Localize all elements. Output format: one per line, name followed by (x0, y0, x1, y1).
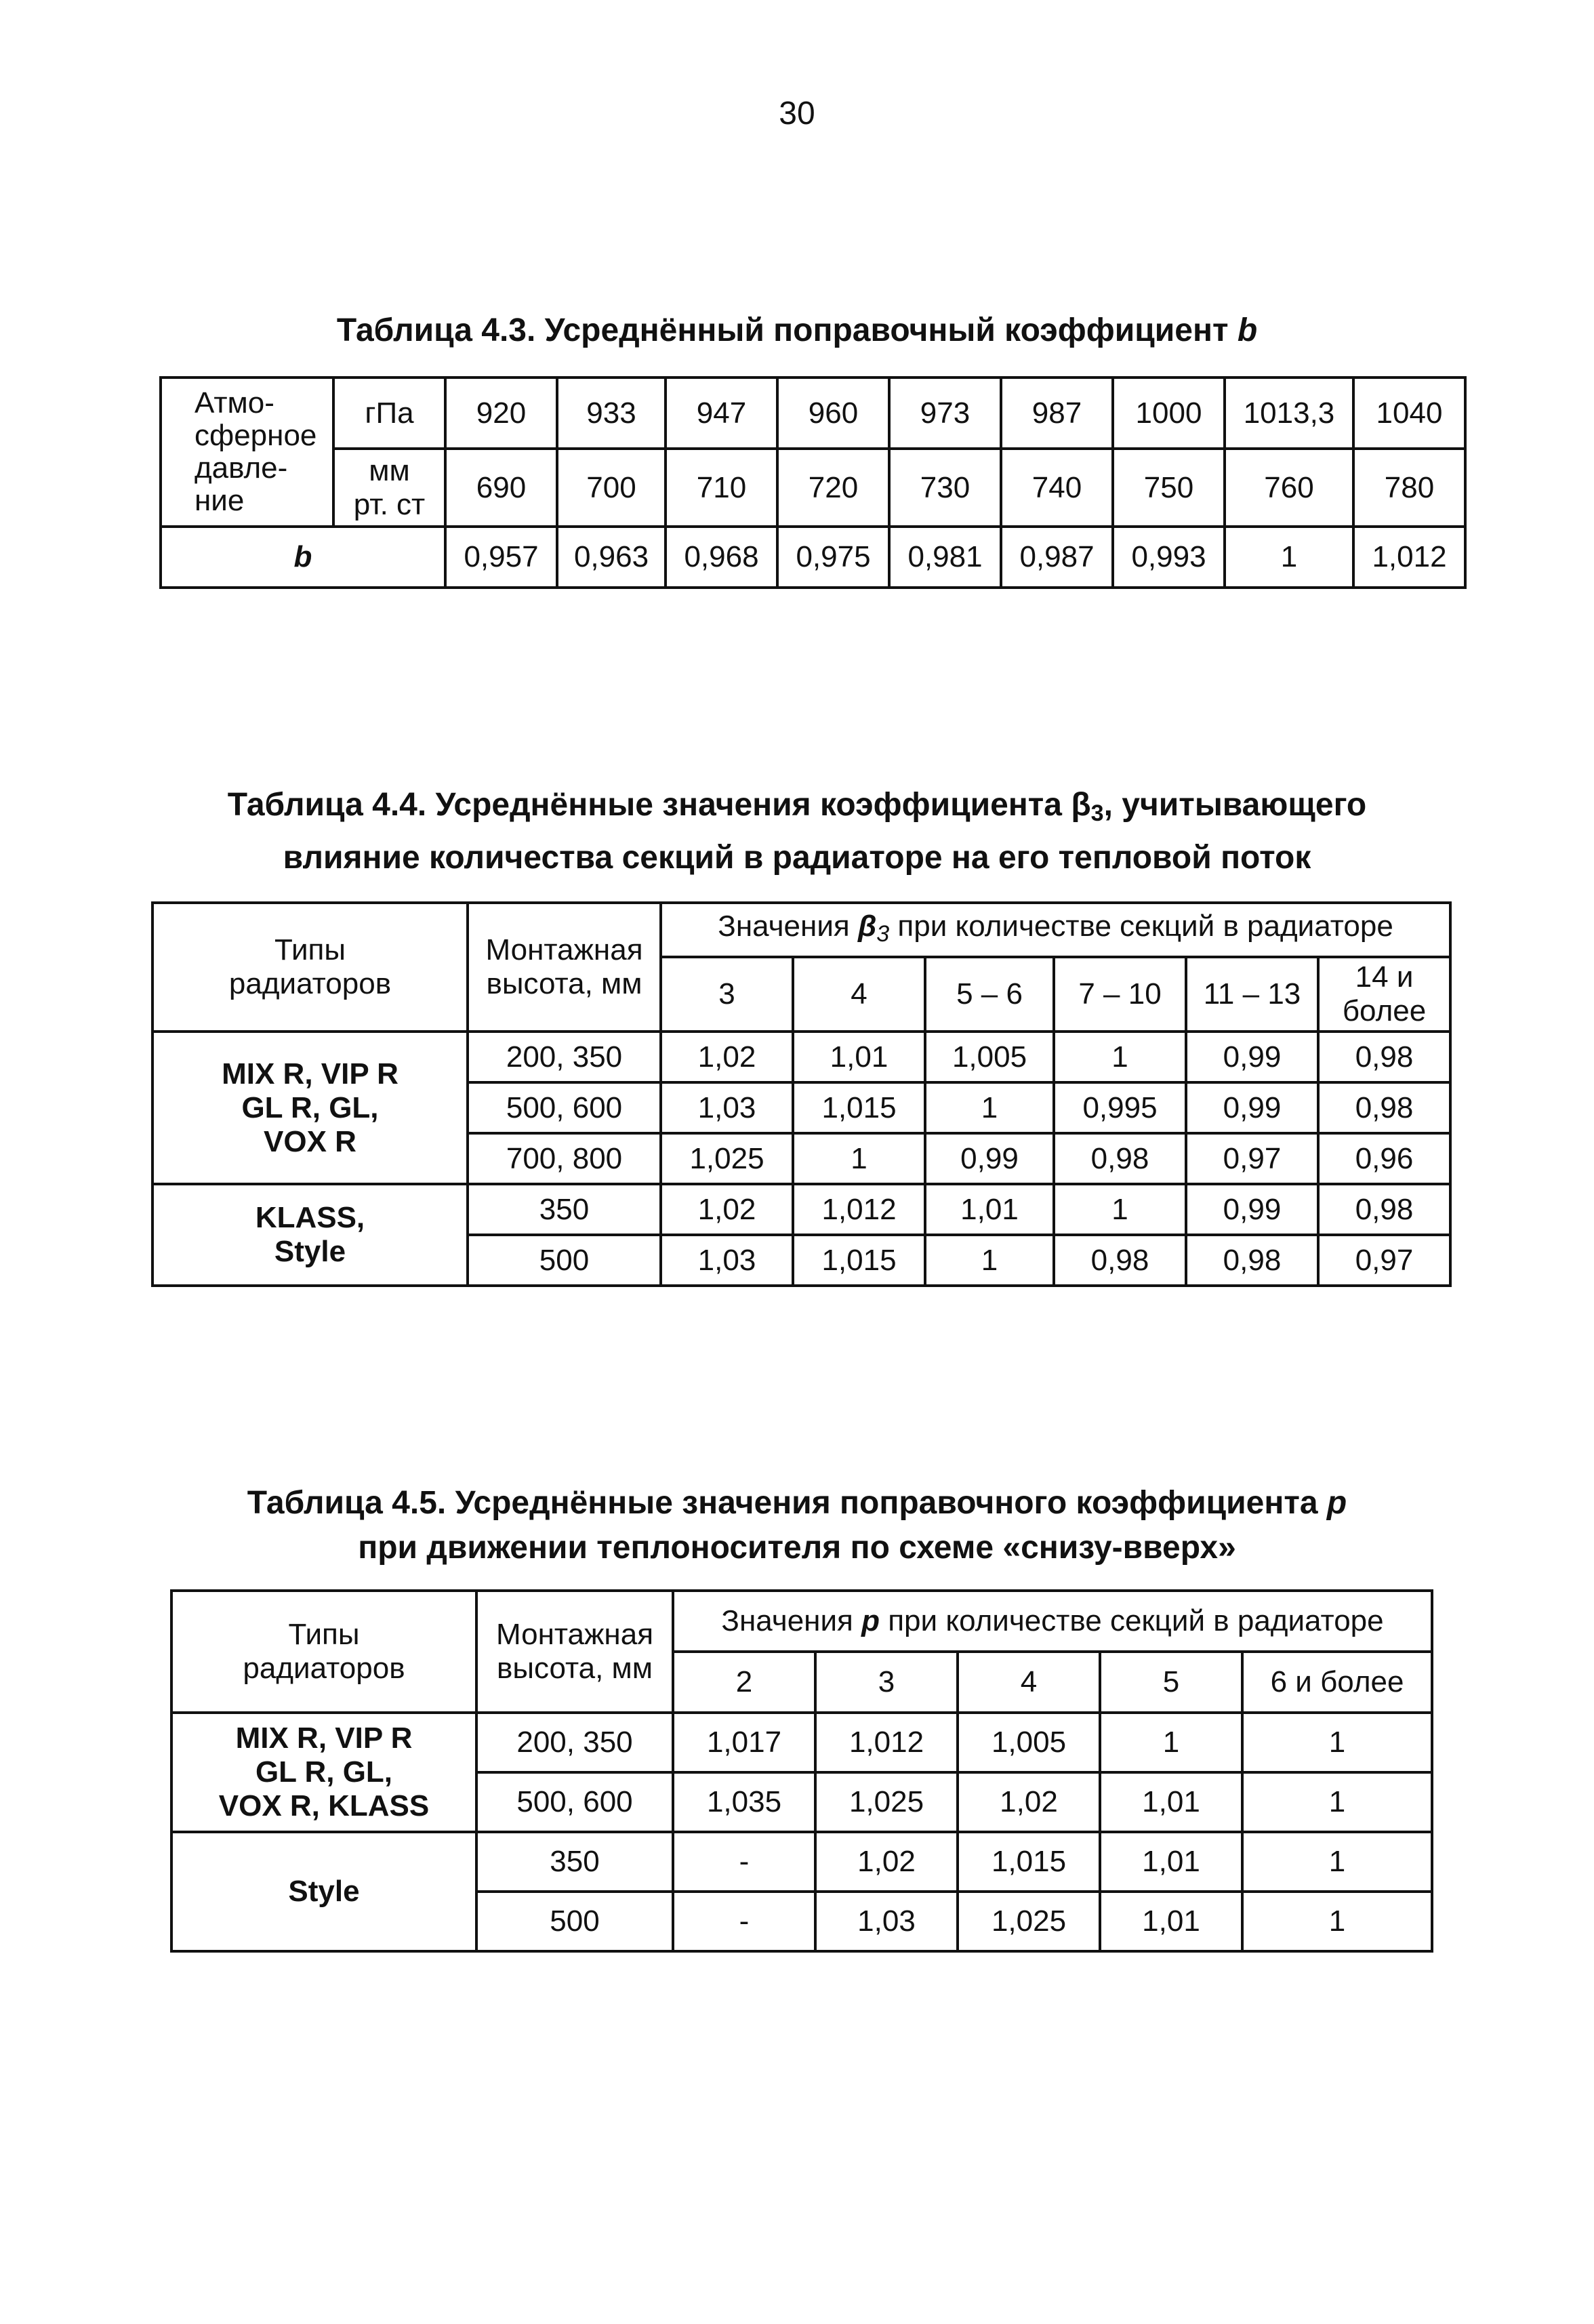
mm-cell: 720 (777, 449, 889, 527)
table-row (152, 1184, 1450, 1235)
value-cell: 1,02 (958, 1772, 1100, 1832)
value-cell: 0,99 (1186, 1082, 1318, 1133)
page-number: 30 (779, 96, 815, 131)
group-header-text-end: при количестве секций в радиаторе (889, 909, 1393, 943)
type-line: VOX R, KLASS (218, 1789, 430, 1822)
col-header-type (152, 903, 468, 1032)
b-cell: 1,012 (1353, 527, 1465, 588)
height-cell: 500, 600 (476, 1772, 673, 1832)
type-line: Style (274, 1235, 346, 1268)
header-line: Монтажная (485, 933, 643, 966)
header-line: Монтажная (495, 1618, 654, 1651)
value-cell: 1,03 (661, 1235, 793, 1286)
header-line: высота, мм (486, 967, 642, 1000)
height-cell: 500, 600 (468, 1082, 661, 1133)
b-cell: 1 (1225, 527, 1353, 588)
caption-symbol: b (1237, 312, 1258, 348)
value-cell: 1 (925, 1235, 1054, 1286)
height-cell: 500 (468, 1235, 661, 1286)
value-cell: 1 (1242, 1832, 1432, 1892)
group-header-symbol: β (857, 909, 877, 943)
b-cell: 0,975 (777, 527, 889, 588)
value-cell: 1,03 (815, 1892, 958, 1951)
b-cell: 0,993 (1113, 527, 1225, 588)
hpa-cell: 920 (445, 378, 557, 449)
type-line: KLASS, (255, 1201, 365, 1234)
value-cell: 1,02 (661, 1184, 793, 1235)
value-cell: 0,98 (1318, 1032, 1450, 1082)
value-cell: 0,99 (1186, 1032, 1318, 1082)
value-cell: 1,005 (925, 1032, 1054, 1082)
value-cell: 1,012 (793, 1184, 925, 1235)
caption-text-end: , учитывающего (1103, 787, 1367, 823)
value-cell: 1,035 (673, 1772, 815, 1832)
section-header: 6 и более (1242, 1652, 1432, 1713)
section-header (1318, 957, 1450, 1032)
radiator-type (152, 1184, 468, 1286)
section-header: 3 (661, 957, 793, 1032)
value-cell: 1,005 (958, 1713, 1100, 1772)
caption-line-1 (0, 783, 1594, 836)
value-cell: 1 (1100, 1713, 1242, 1772)
hpa-cell: 973 (889, 378, 1001, 449)
table-row (171, 1832, 1432, 1892)
radiator-type (171, 1832, 476, 1951)
mm-cell: 740 (1001, 449, 1113, 527)
header-line: давле- (195, 451, 288, 485)
mm-cell: 760 (1225, 449, 1353, 527)
hpa-cell: 987 (1001, 378, 1113, 449)
header-line: Атмо- (195, 386, 274, 420)
b-cell: 0,981 (889, 527, 1001, 588)
header-line: радиаторов (243, 1652, 405, 1685)
group-header-symbol: p (861, 1604, 880, 1637)
type-line: VOX R (264, 1124, 356, 1158)
value-cell: 1,025 (815, 1772, 958, 1832)
table-4-5-caption (0, 1481, 1594, 1570)
caption-text: Таблица 4.3. Усреднённый поправочный коэффициент (336, 312, 1238, 348)
value-cell: 1,01 (793, 1032, 925, 1082)
hpa-cell: 1000 (1113, 378, 1225, 449)
table-4-4-caption (0, 783, 1594, 880)
hpa-cell: 1040 (1353, 378, 1465, 449)
caption-text: Таблица 4.4. Усреднённые значения коэффициента (227, 787, 1071, 823)
value-cell: 0,98 (1318, 1184, 1450, 1235)
table-4-3-caption (0, 308, 1594, 353)
value-cell: 0,995 (1054, 1082, 1186, 1133)
table-row (171, 1713, 1432, 1772)
value-cell: 0,99 (1186, 1184, 1318, 1235)
group-header (673, 1591, 1432, 1652)
hpa-cell: 1013,3 (1225, 378, 1353, 449)
col-header-type (171, 1591, 476, 1713)
group-header-sub: 3 (876, 920, 890, 947)
value-cell: 1 (1054, 1184, 1186, 1235)
table-4-5 (170, 1589, 1433, 1953)
caption-line-2: при движении теплоносителя по схеме «снизу-вверх» (358, 1530, 1236, 1566)
value-cell: 1,015 (958, 1832, 1100, 1892)
header-line: высота, мм (496, 1652, 653, 1685)
value-cell: 1 (1242, 1772, 1432, 1832)
b-row-label: b (161, 527, 445, 588)
value-cell: 1,015 (793, 1082, 925, 1133)
value-cell: 0,97 (1186, 1133, 1318, 1184)
group-header (661, 903, 1450, 957)
table-4-4 (151, 901, 1452, 1287)
section-header: 5 (1100, 1652, 1242, 1713)
unit-line: рт. ст (353, 487, 426, 521)
height-cell: 350 (476, 1832, 673, 1892)
height-cell: 200, 350 (476, 1713, 673, 1772)
value-cell: 0,96 (1318, 1133, 1450, 1184)
col-header-height (468, 903, 661, 1032)
value-cell: 1,025 (958, 1892, 1100, 1951)
value-cell: 0,99 (925, 1133, 1054, 1184)
value-cell: 0,98 (1318, 1082, 1450, 1133)
radiator-type (171, 1713, 476, 1832)
header-line: более (1342, 994, 1427, 1027)
caption-line-2: влияние количества секций в радиаторе на его тепловой поток (283, 840, 1311, 876)
section-header: 5 – 6 (925, 957, 1054, 1032)
value-cell: 1 (1242, 1892, 1432, 1951)
section-header: 7 – 10 (1054, 957, 1186, 1032)
header-line: Типы (274, 933, 346, 966)
section-header: 3 (815, 1652, 958, 1713)
value-cell: - (673, 1892, 815, 1951)
value-cell: 1,01 (1100, 1892, 1242, 1951)
value-cell: 1 (1242, 1713, 1432, 1772)
value-cell: 0,98 (1054, 1133, 1186, 1184)
height-cell: 350 (468, 1184, 661, 1235)
mm-cell: 710 (666, 449, 777, 527)
section-header: 11 – 13 (1186, 957, 1318, 1032)
section-header: 4 (958, 1652, 1100, 1713)
mm-cell: 730 (889, 449, 1001, 527)
height-cell: 700, 800 (468, 1133, 661, 1184)
caption-text: Таблица 4.5. Усреднённые значения поправочного коэффициента (247, 1485, 1327, 1521)
table-4-3 (159, 376, 1467, 589)
value-cell: 1,01 (1100, 1832, 1242, 1892)
caption-symbol-sub: 3 (1090, 800, 1104, 826)
type-line: Style (288, 1875, 360, 1908)
value-cell: 1,01 (1100, 1772, 1242, 1832)
unit-mm (333, 449, 445, 527)
group-header-text: Значения (721, 1604, 862, 1637)
value-cell: 1,015 (793, 1235, 925, 1286)
value-cell: 1 (1054, 1032, 1186, 1082)
value-cell: 1,025 (661, 1133, 793, 1184)
value-cell: 0,98 (1054, 1235, 1186, 1286)
table-row (152, 1032, 1450, 1082)
mm-cell: 700 (557, 449, 666, 527)
mm-cell: 750 (1113, 449, 1225, 527)
mm-cell: 690 (445, 449, 557, 527)
header-line: ние (195, 484, 245, 517)
mm-cell: 780 (1353, 449, 1465, 527)
header-line: сферное (195, 419, 317, 452)
pressure-row-header (161, 378, 333, 527)
value-cell: 0,98 (1186, 1235, 1318, 1286)
caption-line-1 (0, 1481, 1594, 1526)
radiator-type (152, 1032, 468, 1184)
group-header-text: Значения (718, 909, 858, 943)
col-header-height (476, 1591, 673, 1713)
value-cell: 1,03 (661, 1082, 793, 1133)
unit-hpa: гПа (333, 378, 445, 449)
value-cell: 1,02 (815, 1832, 958, 1892)
value-cell: 1,012 (815, 1713, 958, 1772)
value-cell: 1 (925, 1082, 1054, 1133)
header-line: Типы (288, 1618, 360, 1651)
hpa-cell: 933 (557, 378, 666, 449)
section-header: 2 (673, 1652, 815, 1713)
type-line: GL R, GL, (255, 1755, 393, 1789)
type-line: MIX R, VIP R (235, 1721, 413, 1755)
header-line: 14 и (1355, 960, 1414, 994)
value-cell: 1 (793, 1133, 925, 1184)
group-header-text-end: при количестве секций в радиаторе (880, 1604, 1384, 1637)
hpa-cell: 947 (666, 378, 777, 449)
b-cell: 0,987 (1001, 527, 1113, 588)
value-cell: 1,01 (925, 1184, 1054, 1235)
b-cell: 0,957 (445, 527, 557, 588)
caption-symbol: β (1071, 787, 1091, 823)
value-cell: 0,97 (1318, 1235, 1450, 1286)
value-cell: 1,02 (661, 1032, 793, 1082)
value-cell: 1,017 (673, 1713, 815, 1772)
caption-symbol: p (1326, 1485, 1347, 1521)
b-cell: 0,968 (666, 527, 777, 588)
b-cell: 0,963 (557, 527, 666, 588)
unit-line: мм (369, 453, 410, 487)
section-header: 4 (793, 957, 925, 1032)
height-cell: 500 (476, 1892, 673, 1951)
value-cell: - (673, 1832, 815, 1892)
type-line: GL R, GL, (241, 1090, 379, 1124)
type-line: MIX R, VIP R (222, 1057, 398, 1090)
height-cell: 200, 350 (468, 1032, 661, 1082)
header-line: радиаторов (228, 967, 392, 1000)
hpa-cell: 960 (777, 378, 889, 449)
